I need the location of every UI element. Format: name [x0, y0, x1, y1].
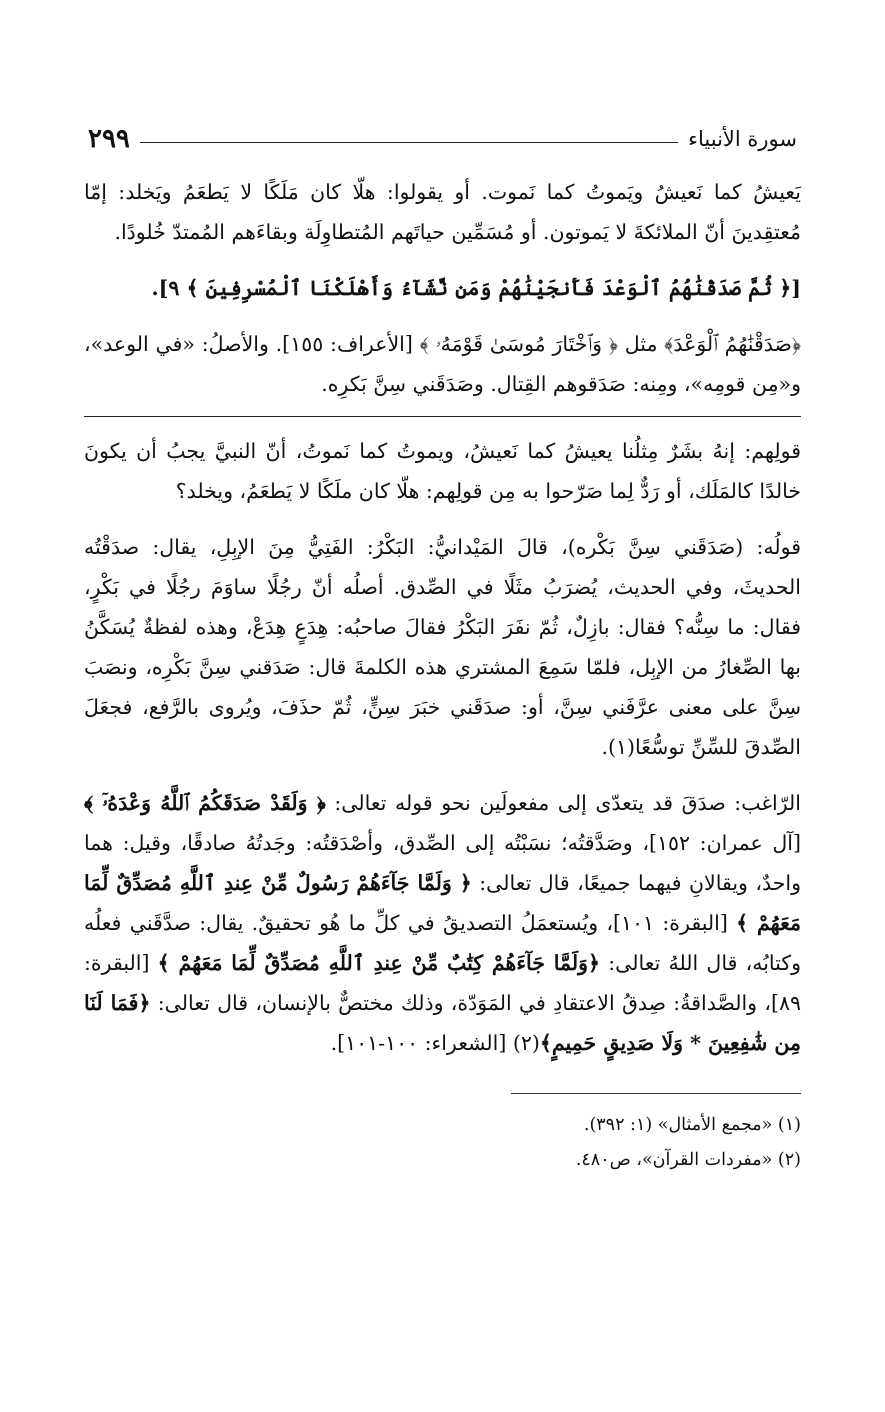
commentary-paragraph: [84, 527, 801, 767]
footnote-ref: (٢): [512, 1031, 540, 1055]
commentary-paragraph: قولِهم: إنهُ بشَرٌ مِثلُنا يعيشُ كما نَعيشُ، ويموتُ كما نَموتُ، أنّ النبيَّ يجبُ أن يكونَ خالدًا كالمَلَك، أو رَدٌّ لِما صَرّحوا به مِن قولِهم: هلّا كان ملَكًا لا يَطعَمُ، ويخلد؟: [84, 439, 801, 503]
footnote: (١) «مجمع الأمثال» (١: ٣٩٢).: [583, 1115, 801, 1135]
section-separator: [84, 416, 801, 417]
quran-quote: ﴿ وَلَقَدْ صَدَقَكُمُ ٱللَّهُ وَعْدَهُۥٓ ﴾: [84, 791, 326, 815]
tafsir-paragraph: ﴿صَدَقْنَٰهُمُ ٱلْوَعْدَ﴾ مثل ﴿ وَٱخْتَارَ مُوسَىٰ قَوْمَهُۥ ﴾ [الأعراف: ١٥٥]. والأصلُ: «في الوعد»، و«مِن قومِه»، ومِنه: صَدَقوهم القِتال. وصَدَقَني سِنَّ بَكرِه.: [84, 332, 801, 396]
commentary-text: [البقرة: ٨٩]، والصَّداقةُ: صِدقُ الاعتقادِ في المَوَدّة، وذلك مختصٌّ بالإنسان، قال تعالى:: [84, 951, 801, 1015]
commentary-text: [الشعراء: ١٠٠-١٠١].: [330, 1031, 513, 1055]
commentary-paragraph: [84, 783, 801, 1063]
commentary-text: الرّاغب: صدَقَ قد يتعدّى إلى مفعولَين نحو قوله تعالى:: [325, 791, 802, 815]
quran-quote: ﴿وَلَمَّا جَآءَهُمْ كِتَٰبٌ مِّنْ عِندِ ٱللَّهِ مُصَدِّقٌ لِّمَا مَعَهُمْ ﴾: [157, 951, 601, 975]
quran-quote: ﴿ وَلَمَّا جَآءَهُمْ رَسُولٌ مِّنْ عِندِ ٱللَّهِ مُصَدِّقٌ لِّمَا مَعَهُمْ ﴾: [84, 871, 801, 935]
page-header: [88, 120, 797, 158]
quran-quote: ﴿فَمَا لَنَا مِن شَٰفِعِينَ * وَلَا صَدِيقٍ حَمِيمٍ﴾: [84, 991, 801, 1055]
surah-title: سورة الأنبياء: [688, 127, 797, 151]
footnote-rule: [511, 1093, 801, 1094]
tafsir-paragraph: يَعيشُ كما نَعيشُ ويَموتُ كما نَموت. أو يقولوا: هلّا كان مَلَكًا لا يَطعَمُ ويَخلد: إمّا مُعتقِدينَ أنّ الملائكةَ لا يَموتون. أو مُسَمِّين حياتَهم المُتطاوِلَة وبقاءَهم المُمتدّ خُلودًا.: [84, 180, 801, 244]
commentary-text: [آل عمران: ١٥٢]، وصَدَّقتُه؛ نسَبْتُه إلى الصِّدق، وأصْدَقتُه: وجَدتُهُ صادقًا، وقيل: هما واحدٌ، ويقالانِ فيهما جميعًا، قال تعالى:: [84, 831, 801, 895]
commentary-text: [البقرة: ١٠١]، ويُستعمَلُ التصديقُ في كلِّ ما هُو تحقيقٌ. يقال: صدَّقَني فعلُه وكتابُه، قال اللهُ تعالى:: [84, 911, 801, 975]
page-content: [84, 172, 801, 1178]
footnote: (٢) «مفردات القرآن»، ص٤٨٠.: [575, 1150, 801, 1170]
page-number: ٢٩٩: [88, 124, 130, 154]
footnote-ref: (١).: [601, 735, 636, 759]
verse-line: [﴿ ثُمَّ صَدَقْنَٰهُمُ ٱلْوَعْدَ فَأَنجَيْنَٰهُمْ وَمَن نَّشَآءُ وَأَهْلَكْنَا ٱلْمُسْرِفِينَ ﴾ ٩].: [151, 276, 801, 300]
header-rule: [140, 142, 678, 143]
commentary-text: قولُه: (صَدَقَني سِنَّ بَكْره)، قالَ المَيْدانيُّ: البَكْرُ: الفَتِيُّ مِنَ الإبِلِ، يقال: صدَقْتُه الحديثَ، وفي الحديث، يُضرَبُ مثَلًا في الصِّدق. أصلُه أنّ رجُلًا ساوَمَ رجُلًا في بَكْرٍ، فقال: ما سِنُّه؟ فقال: بازِلٌ، ثُمّ نفَرَ البَكْرُ فقالَ صاحبُه: هِدَعٍ هِدَعْ، وهذه لفظةٌ يُسَكَّنُ بها الصِّغارُ من الإبِل، فلمّا سَمِعَ المشتري هذه الكلمةَ قال: صَدَقني سِنَّ بَكْرِه، ونصَبَ سِنَّ على معنى عرَّفَني سِنَّ، أو: صدَقَني خبَرَ سِنٍّ، ثُمّ حذَفَ، ويُروى بالرَّفع، فجعَلَ الصِّدقَ للسِّنِّ توسُّعًا: [84, 535, 802, 759]
